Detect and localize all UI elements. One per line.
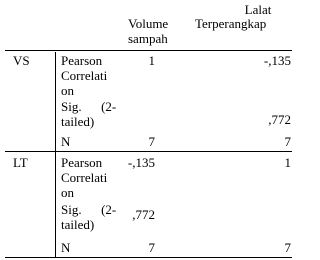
header-col2-line2: Terperangkap <box>195 16 267 31</box>
header-col1-line2: sampah <box>128 31 168 46</box>
stat-label-n: N <box>61 240 71 255</box>
header-col2-line1: Lalat <box>244 2 272 17</box>
header-divider <box>5 50 292 51</box>
group-divider <box>5 151 292 152</box>
value-vs-n-col1: 7 <box>148 134 155 149</box>
value-vs-pearson-col1: 1 <box>148 53 155 68</box>
group-column-divider <box>55 52 56 257</box>
value-lt-n-col1: 7 <box>148 240 155 255</box>
value-vs-sig-col2: ,772 <box>268 112 291 127</box>
header-col1-line1: Volume <box>128 16 169 31</box>
stat-label-n: N <box>61 134 71 149</box>
value-lt-n-col2: 7 <box>284 240 291 255</box>
group-label-vs: VS <box>13 53 30 68</box>
value-vs-n-col2: 7 <box>284 134 291 149</box>
value-lt-sig-col1: ,772 <box>132 207 155 222</box>
table-bottom-rule <box>5 257 292 258</box>
group-label-lt: LT <box>13 155 28 170</box>
value-lt-pearson-col1: -,135 <box>127 155 155 170</box>
value-vs-pearson-col2: -,135 <box>263 53 291 68</box>
value-lt-pearson-col2: 1 <box>284 155 291 170</box>
